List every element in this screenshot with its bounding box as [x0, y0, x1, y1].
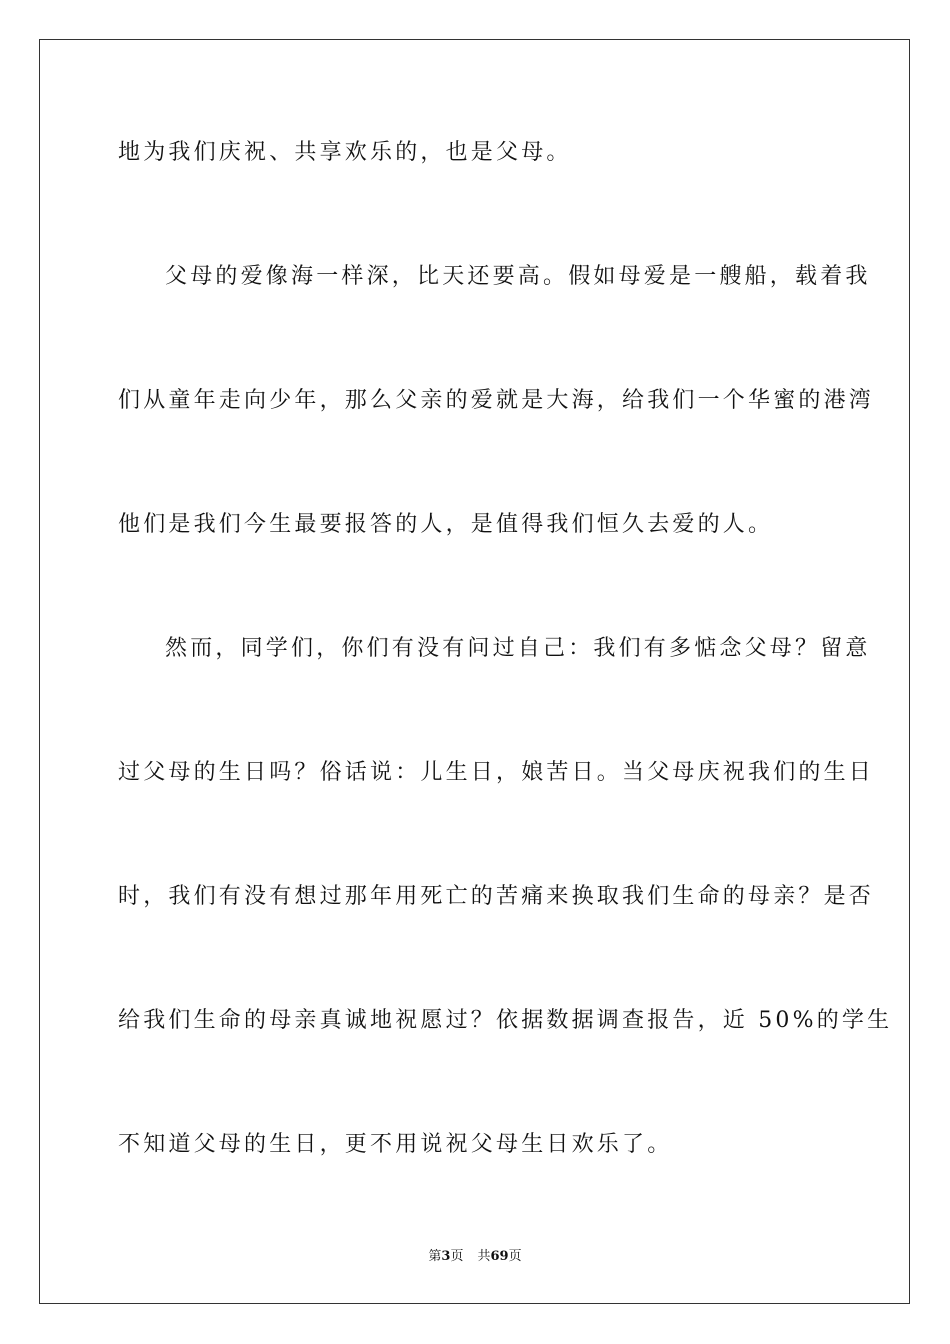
paragraph-line-5: 然而，同学们，你们有没有问过自己：我们有多惦念父母？留意 — [165, 636, 871, 661]
footer-page-suffix: 页 — [450, 1249, 464, 1264]
paragraph-line-4: 他们是我们今生最要报答的人，是值得我们恒久去爱的人。 — [118, 512, 774, 537]
paragraph-line-3: 们从童年走向少年，那么父亲的爱就是大海，给我们一个华蜜的港湾 — [118, 388, 875, 413]
paragraph-line-7: 时，我们有没有想过那年用死亡的苦痛来换取我们生命的母亲？是否 — [118, 884, 875, 909]
paragraph-line-9: 不知道父母的生日，更不用说祝父母生日欢乐了。 — [118, 1132, 673, 1157]
footer-total-pages: 69 — [490, 1249, 509, 1264]
paragraph-line-8: 给我们生命的母亲真诚地祝愿过？依据数据调查报告，近 50%的学生 — [118, 1008, 893, 1033]
page-footer — [0, 1249, 950, 1265]
paragraph-line-1: 地为我们庆祝、共享欢乐的，也是父母。 — [118, 140, 572, 165]
footer-total-prefix: 共 — [477, 1249, 491, 1264]
paragraph-line-2: 父母的爱像海一样深，比天还要高。假如母爱是一艘船，载着我 — [165, 264, 871, 289]
paragraph-line-6: 过父母的生日吗？俗话说：儿生日，娘苦日。当父母庆祝我们的生日 — [118, 760, 875, 785]
footer-page-prefix: 第 — [428, 1249, 442, 1264]
page-border — [39, 39, 910, 1304]
footer-page-number: 3 — [441, 1249, 451, 1264]
footer-total-suffix: 页 — [508, 1249, 522, 1264]
